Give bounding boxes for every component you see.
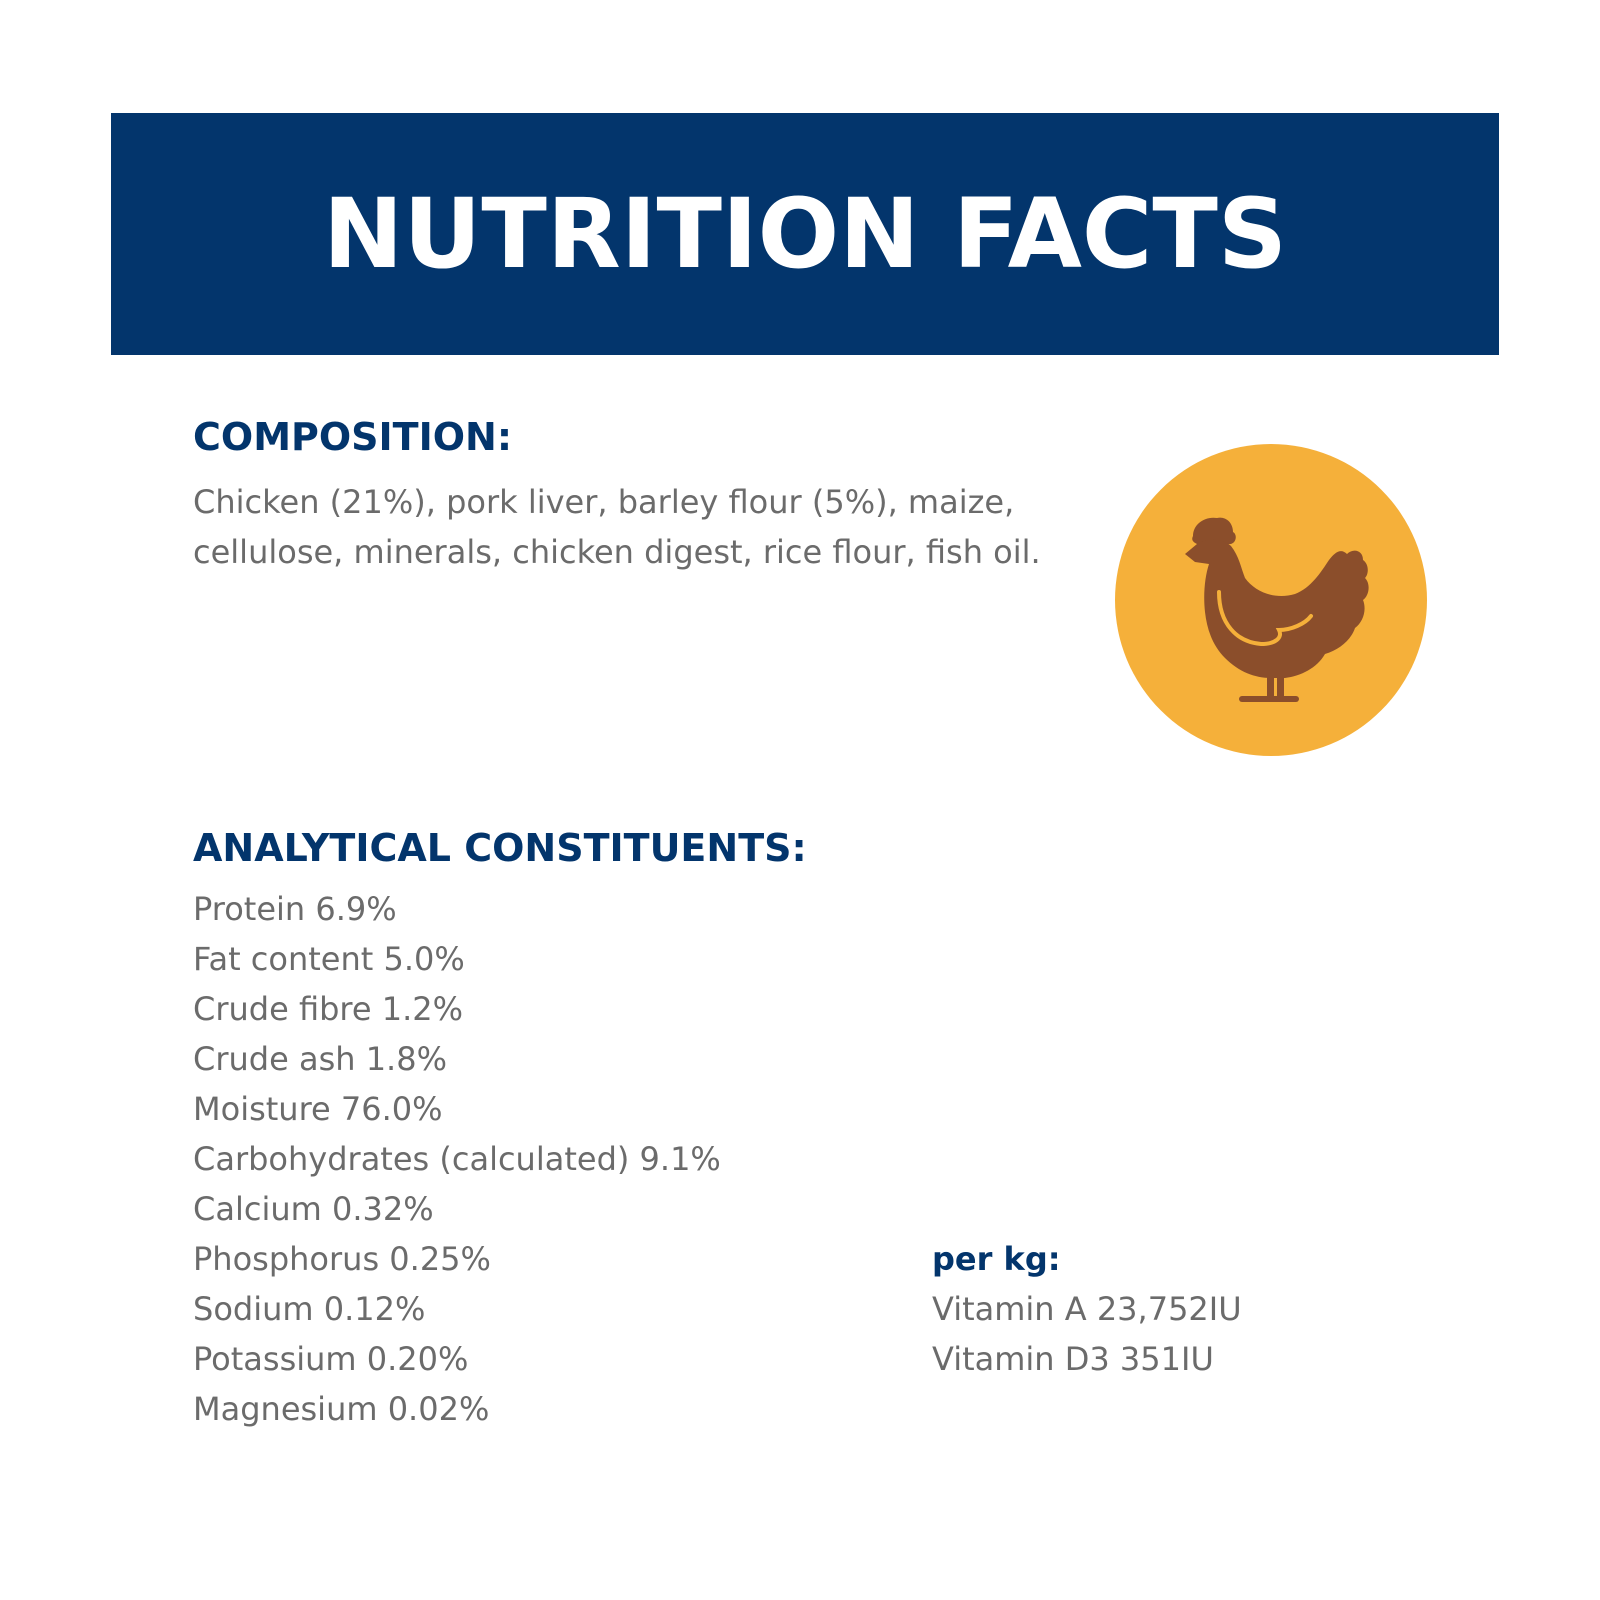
- list-item: Fat content 5.0%: [193, 940, 465, 978]
- nutrition-facts-banner: [111, 113, 1499, 355]
- composition-heading: COMPOSITION:: [193, 415, 513, 459]
- vitamins-list: [932, 1284, 1242, 1384]
- page-title: NUTRITION FACTS: [323, 178, 1287, 290]
- list-item: Vitamin D3 351IU: [932, 1340, 1214, 1378]
- chicken-icon: [1115, 444, 1427, 756]
- list-item: Vitamin A 23,752IU: [932, 1290, 1242, 1328]
- per-kg-heading: per kg:: [932, 1240, 1061, 1278]
- list-item: Crude ash 1.8%: [193, 1040, 447, 1078]
- list-item: Magnesium 0.02%: [193, 1390, 490, 1428]
- composition-text: Chicken (21%), pork liver, barley flour (5%), maize, cellulose, minerals, chicken digest, rice flour, fish oil.: [193, 483, 1041, 571]
- list-item: Calcium 0.32%: [193, 1190, 434, 1228]
- list-item: Sodium 0.12%: [193, 1290, 426, 1328]
- list-item: Potassium 0.20%: [193, 1340, 469, 1378]
- list-item: Moisture 76.0%: [193, 1090, 443, 1128]
- chicken-badge: [1115, 444, 1427, 756]
- list-item: Crude fibre 1.2%: [193, 990, 464, 1028]
- list-item: Carbohydrates (calculated) 9.1%: [193, 1140, 721, 1178]
- analytical-constituents-heading: ANALYTICAL CONSTITUENTS:: [193, 826, 807, 870]
- analytical-constituents-list: [193, 884, 721, 1434]
- list-item: Protein 6.9%: [193, 890, 397, 928]
- list-item: Phosphorus 0.25%: [193, 1240, 491, 1278]
